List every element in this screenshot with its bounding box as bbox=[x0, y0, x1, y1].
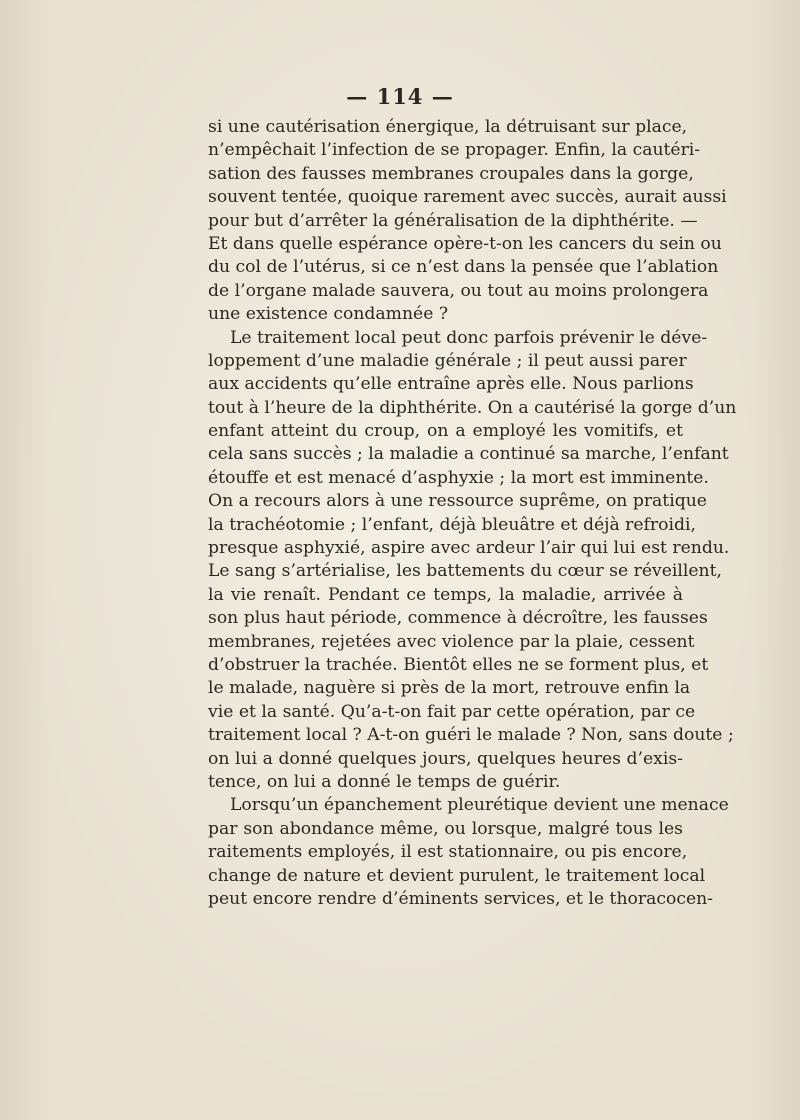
text-line: peut encore rendre d’éminents services, et le thoracocen- bbox=[208, 888, 713, 909]
text-line: membranes, rejetées avec violence par la plaie, cessent bbox=[208, 631, 695, 652]
text-line: aux accidents qu’elle entraîne après elle. Nous parlions bbox=[208, 374, 694, 395]
page-number: — 114 — bbox=[346, 84, 454, 109]
text-line: loppement d’une maladie générale ; il peut aussi parer bbox=[208, 350, 687, 371]
text-line: souvent tentée, quoique rarement avec succès, aurait aussi bbox=[208, 187, 727, 208]
text-line: étouffe et est menacé d’asphyxie ; la mort est imminente. bbox=[208, 467, 709, 488]
text-line: Le sang s’artérialise, les battements du cœur se réveillent, bbox=[208, 561, 722, 582]
text-line: tence, on lui a donné le temps de guérir. bbox=[208, 771, 561, 792]
text-line: de l’organe malade sauvera, ou tout au moins prolongera bbox=[208, 280, 709, 301]
text-line: d’obstruer la trachée. Bientôt elles ne se forment plus, et bbox=[208, 654, 709, 675]
text-line: le malade, naguère si près de la mort, retrouve enfin la bbox=[208, 678, 691, 699]
text-line: traitement local ? A-t-on guéri le malade ? Non, sans doute ; bbox=[208, 725, 734, 746]
text-line: presque asphyxié, aspire avec ardeur l’air qui lui est rendu. bbox=[208, 538, 730, 559]
text-line: n’empêchait l’infection de se propager. Enfin, la cautéri- bbox=[208, 140, 701, 161]
text-line: la vie renaît. Pendant ce temps, la maladie, arrivée à bbox=[208, 584, 683, 605]
body-text bbox=[208, 116, 737, 911]
text-line: une existence condamnée ? bbox=[208, 304, 449, 325]
text-line: son plus haut période, commence à décroître, les fausses bbox=[208, 608, 708, 629]
text-line: tout à l’heure de la diphthérite. On a cautérisé la gorge d’un bbox=[208, 397, 737, 418]
text-line: si une cautérisation énergique, la détruisant sur place, bbox=[208, 117, 688, 137]
text-line: Le traitement local peut donc parfois prévenir le déve- bbox=[230, 327, 708, 348]
text-line: cela sans succès ; la maladie a continué sa marche, l’enfant bbox=[208, 444, 729, 465]
text-line: par son abondance même, ou lorsque, malgré tous les bbox=[208, 818, 683, 839]
text-line: change de nature et devient purulent, le traitement local bbox=[208, 865, 706, 886]
text-line: on lui a donné quelques jours, quelques heures d’exis- bbox=[208, 748, 683, 769]
text-line: On a recours alors à une ressource suprême, on pratique bbox=[208, 491, 707, 512]
text-line: du col de l’utérus, si ce n’est dans la pensée que l’ablation bbox=[208, 257, 719, 278]
text-line: enfant atteint du croup, on a employé les vomitifs, et bbox=[208, 421, 683, 442]
text-line: raitements employés, il est stationnaire, ou pis encore, bbox=[208, 842, 688, 863]
text-line: pour but d’arrêter la généralisation de la diphthérite. — bbox=[208, 210, 698, 231]
text-line: vie et la santé. Qu’a-t-on fait par cette opération, par ce bbox=[208, 701, 696, 722]
text-line: sation des fausses membranes croupales dans la gorge, bbox=[208, 163, 694, 184]
text-line: Lorsqu’un épanchement pleurétique devient une menace bbox=[230, 795, 729, 816]
text-line: la trachéotomie ; l’enfant, déjà bleuâtre et déjà refroidi, bbox=[208, 514, 696, 535]
text-line: Et dans quelle espérance opère-t-on les cancers du sein ou bbox=[208, 233, 722, 254]
